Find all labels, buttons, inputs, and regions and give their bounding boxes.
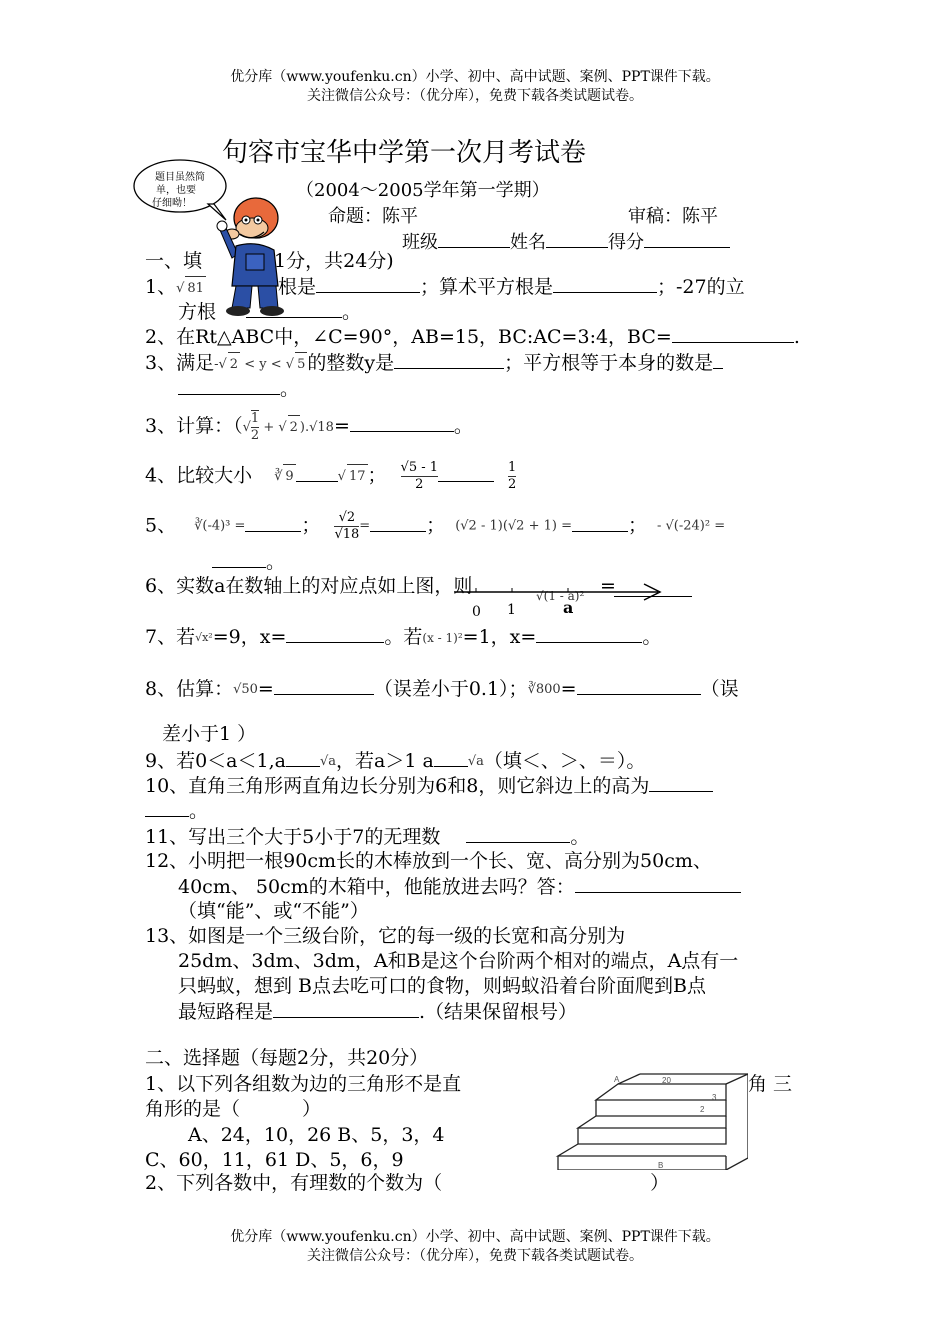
q1-line2: 方根 。 xyxy=(178,301,362,323)
bubble-line-1: 题目虽然简 xyxy=(155,172,205,183)
stairs-step-1-front xyxy=(558,1156,726,1170)
stairs-label-2: 2 xyxy=(700,1105,705,1114)
math-q5-e4: - √(-24)² = xyxy=(656,518,726,534)
header-line-2: 关注微信公众号：（优分库），免费下载各类试题试卷。 xyxy=(307,88,643,104)
q4-line: 4、比较大小 ∛ 9 √ 17 ； $\frac{√5 - 1}{2}$ $\frac{1}{2}$ xyxy=(145,460,517,492)
header-line-1: 优分库（www.youfenku.cn）小学、初中、高中试题、案例、PPT课件下载。 xyxy=(230,69,720,85)
q3a-line1: 3、满足-√ 2 < y < √ 5 的整数y是 ；平方根等于本身的数是 xyxy=(145,350,723,377)
math-calc: √ $\frac{1}{2}$ + √ 2 ).√18 xyxy=(242,411,334,443)
s2-q1-options-ab: A、24，10，26 B、5，3，4 xyxy=(188,1124,445,1146)
q12-line1: 12、小明把一根90cm长的木棒放到一个长、宽、高分别为50cm、 xyxy=(145,850,712,872)
q6-equals: = xyxy=(600,575,616,597)
q12-line2: 40cm、 50cm的木箱中，他能放进去吗？答： xyxy=(178,874,741,899)
name-label: 姓名 xyxy=(510,232,546,253)
name-field[interactable] xyxy=(546,229,608,248)
q6-line: 6、实数a在数轴上的对应点如上图，则 xyxy=(145,575,473,597)
exam-setter: 命题：陈平 xyxy=(328,206,418,227)
number-line-a: a xyxy=(563,598,574,617)
math-q5-e1: ∛(-4)³ = xyxy=(194,518,246,534)
math-q9-e1: √a xyxy=(319,754,337,769)
q8-line2: 差小于1 ） xyxy=(162,723,257,745)
q3b-blank[interactable] xyxy=(350,413,454,432)
s2-q1-line1-end: 角 三 xyxy=(748,1073,793,1095)
stairs-label-b: B xyxy=(658,1161,664,1170)
math-root17: √ 17 xyxy=(338,469,368,484)
math-ineq: -√ 2 < y < √ 5 xyxy=(214,357,307,372)
q4-blank-1[interactable] xyxy=(296,463,338,482)
number-line-1: 1 xyxy=(507,602,516,618)
math-q8-e1: √50 xyxy=(233,682,258,697)
q7-blank-2[interactable] xyxy=(536,624,642,643)
score-label: 得分 xyxy=(608,232,644,253)
math-q7-e2: (x - 1)² xyxy=(422,631,463,645)
number-line xyxy=(452,580,664,610)
q5-blank-4[interactable] xyxy=(212,549,266,568)
bubble-line-2: 单，也要 xyxy=(156,185,196,196)
stairs-label-a: A xyxy=(614,1075,620,1084)
math-frac-half: $\frac{1}{2}$ xyxy=(508,460,517,492)
q4-blank-2[interactable] xyxy=(438,463,494,482)
q3a-line2: 。 xyxy=(178,376,299,401)
q5-line1: 5、 ∛(-4)³ = ； $\frac{√2}{√18}$ = ； (√2 - 1)(√2 + 1) = ； - √(-24)² = xyxy=(145,510,726,542)
s2-q1-line1: 1、以下列各组数为边的三角形不是直 xyxy=(145,1073,462,1095)
math-q8-e2: ∛800 xyxy=(527,682,561,697)
exam-term: （2004～2005学年第一学期） xyxy=(296,180,550,201)
stairs-diagram xyxy=(538,1070,748,1170)
footer-line-1: 优分库（www.youfenku.cn）小学、初中、高中试题、案例、PPT课件下载。 xyxy=(230,1229,720,1245)
q5-blank-1[interactable] xyxy=(245,513,301,532)
number-line-0: 0 xyxy=(472,604,481,620)
q13-line2: 25dm、3dm、3dm，A和B是这个台阶两个相对的端点，A点有一 xyxy=(178,950,739,972)
q2-line: 2、在Rt△ABC中，∠C=90°，AB=15，BC:AC=3:4，BC= . xyxy=(145,326,800,348)
stairs-label-3: 3 xyxy=(712,1093,717,1102)
q1-blank-2[interactable] xyxy=(553,274,657,293)
q1-line1: 1、√ 81 根是 ；算术平方根是 ；-27的立 xyxy=(145,274,745,301)
q13-line1: 13、如图是一个三级台阶，它的每一级的长宽和高分别为 xyxy=(145,925,626,947)
q5-line2: 。 xyxy=(212,549,285,574)
q9-line: 9、若0＜a＜1,a √a，若a＞1 a √a（填＜、＞、＝）。 xyxy=(145,750,646,772)
q9-blank-2[interactable] xyxy=(434,748,468,767)
s2-q1-line2: 角形的是（ ） xyxy=(145,1098,322,1120)
q1-blank-3[interactable] xyxy=(246,299,342,318)
section1-heading: 一、填 1分，共24分) xyxy=(145,250,394,272)
class-field[interactable] xyxy=(438,229,510,248)
stairs-step-3-front xyxy=(596,1100,726,1116)
s2-q1-options-cd: C、60，11，61 D、5，6，9 xyxy=(145,1149,404,1171)
math-frac-root5: $\frac{√5 - 1}{2}$ xyxy=(400,460,439,492)
s2-q2-line: 2、下列各数中，有理数的个数为（ ） xyxy=(145,1172,670,1194)
q8-blank-1[interactable] xyxy=(274,676,374,695)
section2-heading: 二、选择题（每题2分，共20分） xyxy=(145,1047,429,1069)
q9-blank-1[interactable] xyxy=(286,748,320,767)
q13-line3: 只蚂蚁，想到 B点去吃可口的食物，则蚂蚁沿着台阶面爬到B点 xyxy=(178,975,706,997)
stairs-step-1-top xyxy=(558,1144,726,1156)
math-cbrt9: ∛ 9 xyxy=(274,469,296,484)
q1-blank-1[interactable] xyxy=(316,274,420,293)
q11-blank[interactable] xyxy=(466,824,570,843)
exam-reviewer: 审稿：陈平 xyxy=(628,206,718,227)
math-root-81: √ 81 xyxy=(176,281,206,296)
math-q9-e2: √a xyxy=(467,754,484,769)
score-field[interactable] xyxy=(644,229,730,248)
q3a-blank-2[interactable] xyxy=(178,376,280,395)
q8-blank-2[interactable] xyxy=(577,676,701,695)
q12-line3: （填“能”、或“不能”） xyxy=(178,900,369,922)
q10-line1: 10、直角三角形两直角边长分别为6和8，则它斜边上的高为 xyxy=(145,773,713,798)
q2-blank[interactable] xyxy=(672,324,794,343)
q13-blank[interactable] xyxy=(273,999,419,1018)
q3a-blank-1[interactable] xyxy=(394,350,504,369)
q3b-line: 3、计算：（√ $\frac{1}{2}$ + √ 2 ).√18= 。 xyxy=(145,411,473,443)
q10-blank-1[interactable] xyxy=(649,773,713,792)
bubble-line-3: 仔细呦！ xyxy=(152,198,192,209)
q7-blank-1[interactable] xyxy=(286,624,384,643)
q13-line4: 最短路程是 .（结果保留根号） xyxy=(178,1001,578,1023)
stairs-step-2-front xyxy=(578,1128,726,1144)
student-info xyxy=(402,228,730,254)
q11-line: 11、写出三个大于5小于7的无理数 。 xyxy=(145,826,590,848)
q8-line1: 8、估算：√50= （误差小于0.1）；∛800= （误 xyxy=(145,678,739,700)
q5-blank-2[interactable] xyxy=(370,513,426,532)
class-label: 班级 xyxy=(402,232,438,253)
q10-blank-2[interactable] xyxy=(145,798,189,817)
stairs-step-3-top xyxy=(596,1084,726,1100)
stairs-step-2-top xyxy=(578,1116,726,1128)
q7-line: 7、若√x²=9，x= 。若(x - 1)²=1，x= 。 xyxy=(145,626,662,648)
stairs-label-20: 20 xyxy=(662,1076,671,1085)
q12-blank[interactable] xyxy=(575,874,741,893)
q10-line2: 。 xyxy=(145,798,208,823)
math-q7-e1: √x² xyxy=(195,631,213,644)
exam-title: 句容市宝华中学第一次月考试卷 xyxy=(222,138,587,168)
footer-line-2: 关注微信公众号：（优分库），免费下载各类试题试卷。 xyxy=(307,1248,643,1264)
math-q5-e3: (√2 - 1)(√2 + 1) = xyxy=(455,518,572,534)
math-q6-expr: √(1 - a)² xyxy=(536,589,585,603)
q5-blank-3[interactable] xyxy=(572,513,628,532)
stairs-side xyxy=(726,1074,748,1170)
math-q5-frac: $\frac{√2}{√18}$ xyxy=(334,510,360,542)
